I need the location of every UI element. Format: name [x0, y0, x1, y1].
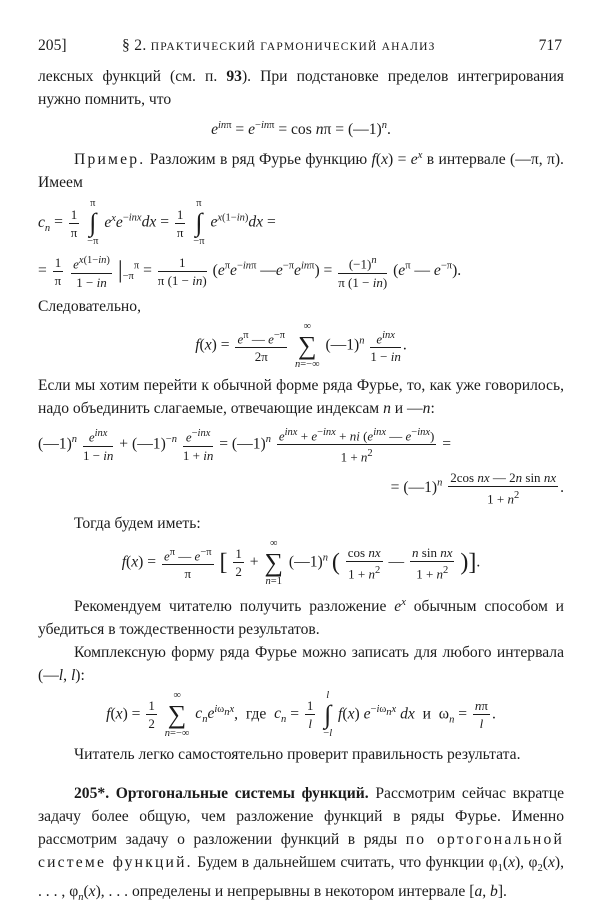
section-205-title: Ортогональные системы функций. [115, 784, 369, 802]
paragraph-reader: Читатель легко самостоятельно проверит правильность результата. [74, 745, 521, 763]
ref-93: 93 [226, 68, 242, 85]
section-205-number: 205*. [74, 784, 110, 802]
page-number: 717 [538, 37, 562, 54]
formula-euler-identity: $e^{in\pi} = e^{-in\pi} = \cos n\pi$ = (—1)$^n$. [211, 120, 391, 139]
page-content [38, 65, 564, 909]
paragraph-therefore: Следовательно, [38, 297, 141, 315]
example-label: Пример. [74, 151, 146, 169]
section-heading [122, 34, 436, 59]
paragraph-real-form: Если мы хотим перейти к обычной форме ряда Фурье, то, как уже говорилось, надо объединить слагаемые, отвечающие индексам n и —n: [38, 376, 564, 417]
paragraph-recommend: Рекомендуем читателю получить разложение $e^x$ обычным способом и убедиться в тождественности результатов. [38, 596, 565, 638]
formula-cn-result: = $\frac{1}{\pi}$ $\frac{e^{x(1-in)}}{1 - in}$ $|_{-\pi}^\pi$ = $\frac{1}{\pi (1 - in)}$ ($e^\pi e^{-in\pi}$ $—e^{-\pi}e^{in\pi}$) = $\frac{(-1)^n}{\pi (1 - in)}$ ($e^\pi$ — $e^{-\pi}$). [38, 252, 564, 290]
running-header [38, 34, 562, 56]
section-title: ПРАКТИЧЕСКИЙ ГАРМОНИЧЕСКИЙ АНАЛИЗ [150, 41, 436, 53]
formula-combine-terms: (—1)$^n$ $\frac{e^{inx}}{1 - in}$ + (—1)$^{-n}$ $\frac{e^{-inx}}{1 + in}$ = (—1)$^n$ $\frac{e^{inx} + e^{-inx} + ni (e^{inx} — e^{-inx})}{1 + n^2}$ = [38, 424, 564, 466]
formula-general-interval: f(x) = $\frac{1}{2}$ ∞ ∑ n=−∞ $c_ne^{i\omega_nx}$, где $c_n$ = $\frac{1}{l}$ l ∫ −l f(x) $e^{-i\omega_nx}$ dx и $\omega_n$ = $\frac{n\pi}{l}$ . [106, 689, 496, 739]
page-ref-left: 205] [38, 37, 67, 54]
paragraph-example: Пример. Разложим в ряд Фурье функцию $f(x) = e^x$ в интервале (—π, π). Имеем [38, 150, 564, 192]
emphasis-orthogonal: по ортогональной системе функций. [38, 830, 564, 871]
formula-cn-integral: $c_n$ = $\frac{1}{\pi}$ π ∫ −π $e^xe^{-inx}dx$ = $\frac{1}{\pi}$ π ∫ −π $e^{x(1-in)}dx$ = [38, 198, 276, 248]
formula-real-series: f(x) = $\frac{e^\pi — e^{-\pi}}{\pi}$ [ $\frac{1}{2}$ + ∞ ∑ n=1 (—1)$^n$ ( $\frac{\text{cos nx}}{1 + n^2}$ — $\frac{\text{n sin nx}}{1 + n^2}$ )]. [121, 537, 481, 587]
paragraph-then: Тогда будем иметь: [74, 514, 201, 532]
paragraph-any-interval: Комплексную форму ряда Фурье можно записать для любого интервала (—l, l): [38, 643, 564, 684]
section-205: 205*. Ортогональные системы функций. Рассмотрим сейчас вкратце задачу более общую, чем разложение функций в ряды Фурье. Именно рассмотрим задачу о разложении функций в ряды по ортогональной системе функций. Будем в дальнейшем считать, что функции $\varphi_1(x)$, $\varphi_2(x)$, . . . , $\varphi_n(x)$, . . . определены и непрерывны в некотором интервале [a, b]. [38, 784, 565, 904]
formula-complex-series: f(x) = $\frac{e^\pi — e^{-\pi}}{2\pi}$ ∞ ∑ n=−∞ (—1)$^n$ $\frac{e^{inx}}{1 - in}$ . [195, 320, 407, 370]
section-mark: § 2. [122, 37, 147, 54]
formula-combine-result: = (—1)$^n$ $\frac{\text{2cos nx — 2n sin nx}}{1 + n^2}$ . [390, 470, 564, 507]
paragraph-1: лексных функций (см. п. 93). При подстановке пределов интегрирования нужно помнить, что [38, 68, 564, 108]
